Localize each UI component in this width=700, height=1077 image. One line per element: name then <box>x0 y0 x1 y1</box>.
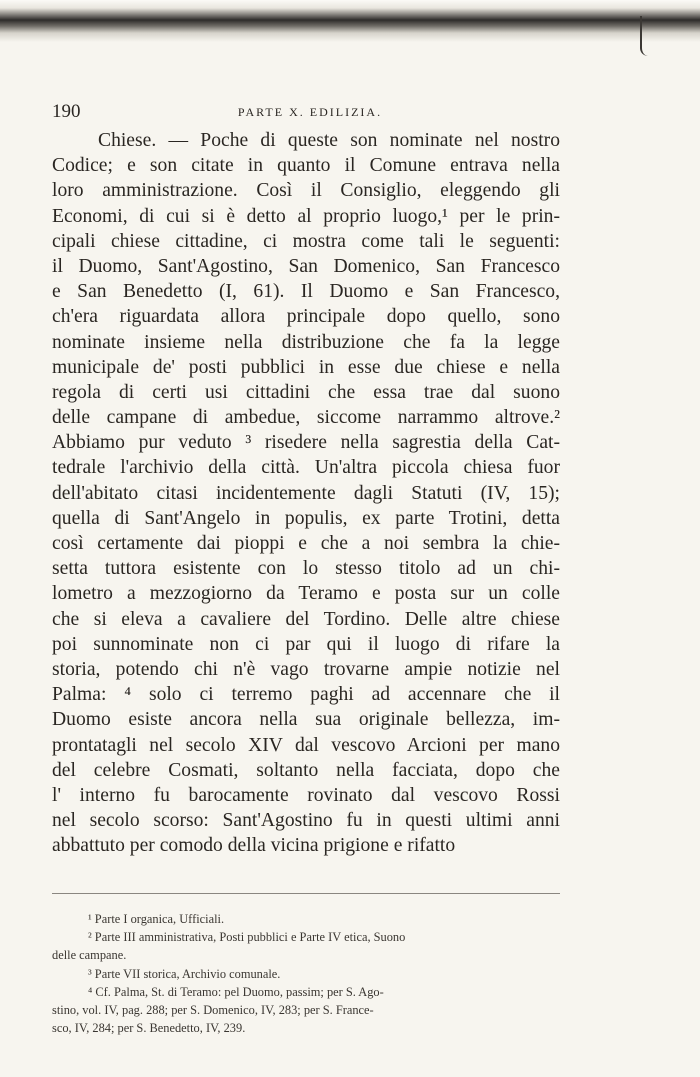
body-line: Palma: ⁴ solo ci terremo paghi ad accennare che il <box>52 684 560 706</box>
body-line: setta tuttora esistente con lo stesso titolo ad un chi- <box>52 558 560 580</box>
running-title: PARTE X. EDILIZIA. <box>237 105 383 119</box>
body-line: l' interno fu barocamente rovinato dal vescovo Rossi <box>52 784 560 806</box>
body-line: cipali chiese cittadine, ci mostra come tali le seguenti: <box>52 230 560 252</box>
body-line: delle campane di ambedue, siccome narrammo altrove.² <box>52 407 560 429</box>
body-line: prontatagli nel secolo XIV dal vescovo Arcioni per mano <box>52 734 560 756</box>
body-line: Abbiamo pur veduto ³ risedere nella sagrestia della Cat- <box>52 432 560 454</box>
body-line: del celebre Cosmati, soltanto nella facciata, dopo che <box>52 759 560 781</box>
body-line: così certamente dai pioppi e che a noi sembra la chie- <box>52 533 560 554</box>
footnote-continuation: sco, IV, 284; per S. Benedetto, IV, 239. <box>52 1021 246 1036</box>
body-line: quella di Sant'Angelo in populis, ex parte Trotini, detta <box>52 507 560 529</box>
body-line: il Duomo, Sant'Agostino, San Domenico, San Francesco <box>52 255 560 277</box>
body-line: dell'abitato citasi incidentemente dagli Statuti (IV, 15); <box>52 482 560 504</box>
body-line: nominate insieme nella distribuzione che fa la legge <box>52 331 560 353</box>
footnote-continuation: stino, vol. IV, pag. 288; per S. Domenico, IV, 283; per S. France- <box>52 1003 374 1018</box>
footnote-continuation: delle campane. <box>52 948 127 963</box>
body-line: Duomo esiste ancora nella sua originale bellezza, im- <box>52 709 560 731</box>
body-line: ch'era riguardata allora principale dopo quello, sono <box>52 306 560 328</box>
footnote: ¹ Parte I organica, Ufficiali. <box>88 912 225 926</box>
body-line: Codice; e son citate in quanto il Comune entrava nella <box>52 155 560 177</box>
body-line: storia, potendo chi n'è vago trovarne ampie notizie nel <box>52 658 560 680</box>
body-line: che si eleva a cavaliere del Tordino. Delle altre chiese <box>52 608 560 630</box>
footnotes <box>52 910 560 1037</box>
body-line: poi sunnominate non ci par qui il luogo di rifare la <box>52 633 560 655</box>
body-line: abbattuto per comodo della vicina prigione e rifatto <box>52 835 456 857</box>
page-number: 190 <box>52 101 81 122</box>
scan-edge-shadow <box>0 0 700 42</box>
body-line: loro amministrazione. Così il Consiglio, eleggendo gli <box>52 180 560 202</box>
page-header <box>52 101 568 125</box>
footnote: ⁴ Cf. Palma, St. di Teramo: pel Duomo, passim; per S. Ago- <box>88 984 384 999</box>
body-text <box>52 128 560 858</box>
body-line: municipale de' posti pubblici in esse due chiese e nella <box>52 356 560 378</box>
footnote: ² Parte III amministrativa, Posti pubblici e Parte IV etica, Suono <box>88 930 406 945</box>
page-fold-mark <box>640 16 648 56</box>
body-line: lometro a mezzogiorno da Teramo e posta sur un colle <box>52 583 560 605</box>
footnote: ³ Parte VII storica, Archivio comunale. <box>88 966 281 981</box>
footnote-divider <box>52 893 560 894</box>
body-line: tedrale l'archivio della città. Un'altra piccola chiesa fuor <box>52 457 560 479</box>
body-line: Economi, di cui si è detto al proprio luogo,¹ per le prin- <box>52 205 560 227</box>
body-line: regola di certi usi cittadini che essa trae dal suono <box>52 381 560 403</box>
body-line: nel secolo scorso: Sant'Agostino fu in questi ultimi anni <box>52 810 560 832</box>
body-line: e San Benedetto (I, 61). Il Duomo e San Francesco, <box>52 281 560 303</box>
body-line: Chiese. — Poche di queste son nominate nel nostro <box>98 130 560 151</box>
